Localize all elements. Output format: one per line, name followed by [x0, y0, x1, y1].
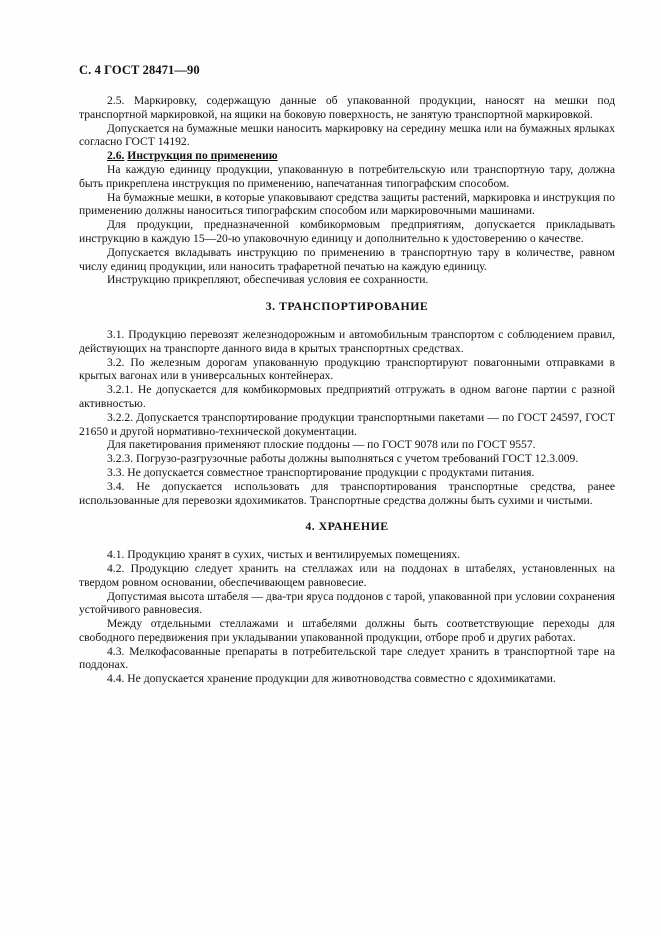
- paragraph-4-3: 4.3. Мелкофасованные препараты в потребительской таре следует хранить в транспортной таре на поддонах.: [79, 644, 615, 672]
- paragraph-instruction-attach: На каждую единицу продукции, упакованную в потребительскую или транспортную тару, должна быть прикреплена инструкция по применению, напечатанная типографским способом.: [79, 162, 615, 190]
- document-body: [79, 94, 615, 686]
- paragraph-instruction-container: Допускается вкладывать инструкцию по применению в транспортную тару в количестве, равном числу единиц продукции, или наносить трафаретной печатью на каждую единицу.: [79, 245, 615, 273]
- paragraph-4-1: 4.1. Продукцию хранят в сухих, чистых и вентилируемых помещениях.: [107, 548, 461, 562]
- subsection-title: Инструкция по применению: [127, 149, 278, 163]
- paragraph-4-4: 4.4. Не допускается хранение продукции для животноводства совместно с ядохимикатами.: [107, 672, 556, 686]
- paragraph-instruction-bags: На бумажные мешки, в которые упаковывают средства защиты растений, маркировка и инструкция по применению должны наноситься типографским способом или маркировочными машинами.: [79, 190, 615, 218]
- paragraph-3-2-3: 3.2.3. Погрузо-разгрузочные работы должны выполняться с учетом требований ГОСТ 12.3.009.: [107, 452, 579, 466]
- paragraph-marking-paper-bags: Допускается на бумажные мешки наносить маркировку на середину мешка или на бумажных ярлыках согласно ГОСТ 14192.: [79, 121, 615, 149]
- paragraph-stack-height: Допустимая высота штабеля — два-три яруса поддонов с тарой, упакованной при условии сохранения устойчивого равновесия.: [79, 589, 615, 617]
- paragraph-pallets: Для пакетирования применяют плоские поддоны — по ГОСТ 9078 или по ГОСТ 9557.: [107, 438, 536, 452]
- page-header: С. 4 ГОСТ 28471—90: [79, 63, 200, 77]
- paragraph-3-2-2: 3.2.2. Допускается транспортирование продукции транспортными пакетами — по ГОСТ 24597, ГОСТ 21650 и другой нормативно-технической документации.: [79, 410, 615, 438]
- section-3-title: 3. ТРАНСПОРТИРОВАНИЕ: [265, 299, 429, 314]
- paragraph-3-1: 3.1. Продукцию перевозят железнодорожным и автомобильным транспортом с соблюдением правил, действующих на транспорте данного вида в крытых транспортных средствах.: [79, 327, 615, 355]
- paragraph-3-4: 3.4. Не допускается использовать для транспортирования транспортные средства, ранее использованные для перевозки ядохимикатов. Транспортные средства должны быть сухими и чистыми.: [79, 479, 615, 507]
- paragraph-instruction-preservation: Инструкцию прикрепляют, обеспечивая условия ее сохранности.: [107, 273, 429, 287]
- paragraph-3-2-1: 3.2.1. Не допускается для комбикормовых предприятий отгружать в одном вагоне партии с разной активностью.: [79, 383, 615, 410]
- paragraph-4-2: 4.2. Продукцию следует хранить на стеллажах или на поддонах в штабелях, установленных на твердом ровном основании, обеспечивающем равновесие.: [79, 561, 615, 589]
- paragraph-3-3: 3.3. Не допускается совместное транспортирование продукции с продуктами питания.: [107, 465, 535, 479]
- subsection-number: 2.6.: [107, 149, 125, 163]
- paragraph-instruction-feed-mills: Для продукции, предназначенной комбикормовым предприятиям, допускается прикладывать инструкцию в каждую 15—20-ю упаковочную единицу и дополнительно к удостоверению о качестве.: [79, 218, 615, 245]
- paragraph-2-5: 2.5. Маркировку, содержащую данные об упакованной продукции, наносят на мешки под транспортной маркировкой, на ящики на боковую поверхность, не занятую транспортной маркировкой.: [79, 94, 615, 121]
- subsection-2-6-heading: [79, 149, 615, 163]
- paragraph-passages: Между отдельными стеллажами и штабелями должны быть соответствующие переходы для свободного передвижения при укладывании упакованной продукции, отборе проб и других работах.: [79, 617, 615, 644]
- section-4-title: 4. ХРАНЕНИЕ: [305, 519, 389, 534]
- paragraph-3-2: 3.2. По железным дорогам упакованную продукцию транспортируют повагонными отправками в крытых вагонах или в универсальных контейнерах.: [79, 355, 615, 383]
